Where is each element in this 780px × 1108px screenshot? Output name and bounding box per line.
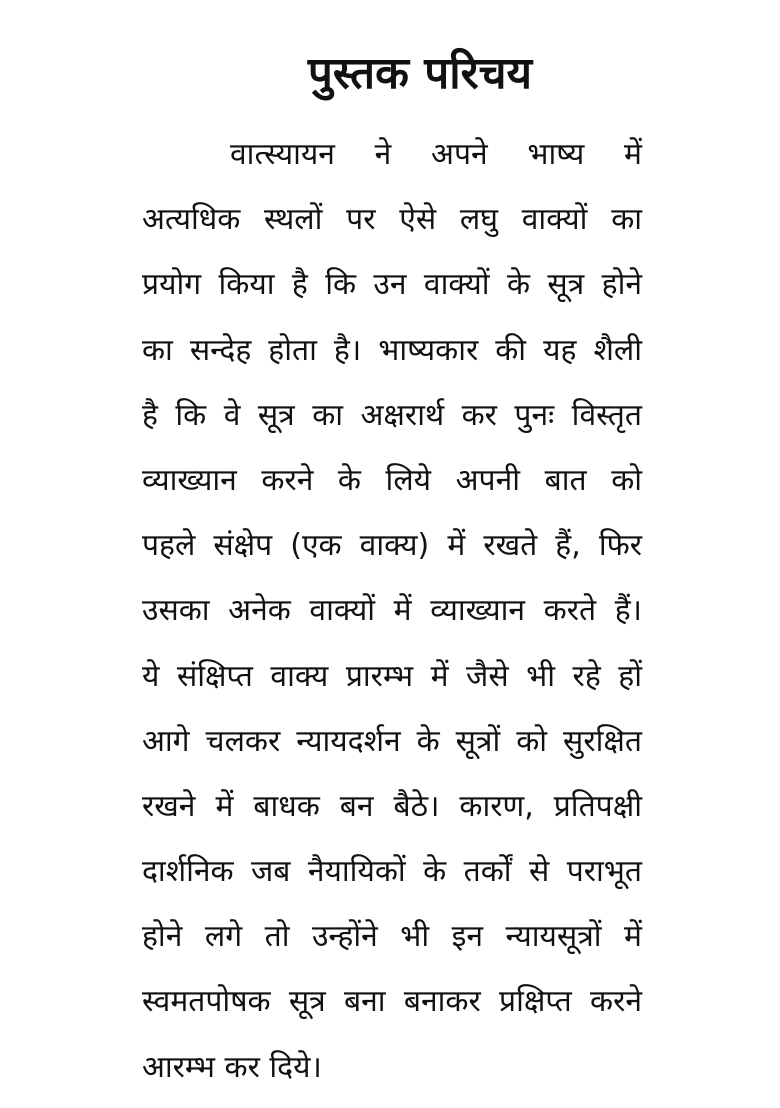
text-line: होने लगे तो उन्होंने भी इन न्यायसूत्रों में <box>142 919 642 955</box>
text-line: वात्स्यायन ने अपने भाष्य में <box>230 137 642 172</box>
text-line: आरम्भ कर दिये। <box>142 1049 322 1085</box>
text-line: ये संक्षिप्त वाक्य प्रारम्भ में जैसे भी रहे हों <box>142 658 642 694</box>
body-paragraph <box>142 122 642 1100</box>
page-title: पुस्तक परिचय <box>307 48 533 99</box>
text-line: प्रयोग किया है कि उन वाक्यों के सूत्र होने <box>142 267 642 303</box>
text-line: पहले संक्षेप (एक वाक्य) में रखते हैं, फिर <box>142 528 642 564</box>
text-line: का सन्देह होता है। भाष्यकार की यह शैली <box>142 332 642 368</box>
text-line: है कि वे सूत्र का अक्षरार्थ कर पुनः विस्तृत <box>142 397 642 433</box>
text-line: स्वमतपोषक सूत्र बना बनाकर प्रक्षिप्त करने <box>142 984 642 1020</box>
text-line: रखने में बाधक बन बैठे। कारण, प्रतिपक्षी <box>142 788 642 824</box>
text-line: उसका अनेक वाक्यों में व्याख्यान करते हैं। <box>142 593 642 629</box>
text-line: अत्यधिक स्थलों पर ऐसे लघु वाक्यों का <box>142 202 642 238</box>
text-line: आगे चलकर न्यायदर्शन के सूत्रों को सुरक्षित <box>142 723 642 759</box>
text-line: व्याख्यान करने के लिये अपनी बात को <box>142 462 642 498</box>
text-line: दार्शनिक जब नैयायिकों के तर्कों से पराभूत <box>142 854 642 890</box>
